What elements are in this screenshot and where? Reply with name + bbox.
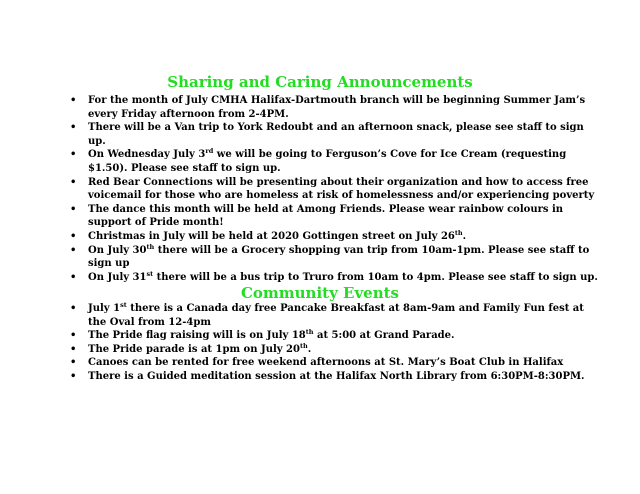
list-item: • On July 31st there will be a bus trip to Truro from 10am to 4pm. Please see staff to sign up. [0, 271, 600, 285]
list-item: • Christmas in July will be held at 2020 Gottingen street on July 26th. [0, 230, 600, 244]
community-events-list [0, 302, 600, 384]
list-item: • Red Bear Connections will be presenting about their organization and how to access free voicemail for those who are homeless at risk of homelessness and/or experiencing poverty [0, 176, 600, 203]
list-item: • The Pride flag raising will is on July 18th at 5:00 at Grand Parade. [0, 329, 600, 343]
sharing-caring-list [0, 94, 600, 284]
list-item: • July 1st there is a Canada day free Pancake Breakfast at 8am-9am and Family Fun fest at the Oval from 12-4pm [0, 302, 600, 329]
list-item: • There will be a Van trip to York Redoubt and an afternoon snack, please see staff to sign up. [0, 121, 600, 148]
list-item: • The dance this month will be held at Among Friends. Please wear rainbow colours in support of Pride month! [0, 203, 600, 230]
list-item: • The Pride parade is at 1pm on July 20th. [0, 343, 600, 357]
list-item: • For the month of July CMHA Halifax-Dartmouth branch will be beginning Summer Jam’s every Friday afternoon from 2-4PM. [0, 94, 600, 121]
list-item: • On July 30th there will be a Grocery shopping van trip from 10am-1pm. Please see staff to sign up [0, 244, 600, 271]
list-item: • On Wednesday July 3rd we will be going to Ferguson’s Cove for Ice Cream (requesting $1.50). Please see staff to sign up. [0, 148, 600, 175]
list-item: • There is a Guided meditation session at the Halifax North Library from 6:30PM-8:30PM. [0, 370, 600, 384]
list-item: • Canoes can be rented for free weekend afternoons at St. Mary’s Boat Club in Halifax [0, 356, 600, 370]
community-events-heading: Community Events [240, 284, 400, 302]
sharing-caring-heading: Sharing and Caring Announcements [167, 73, 473, 91]
